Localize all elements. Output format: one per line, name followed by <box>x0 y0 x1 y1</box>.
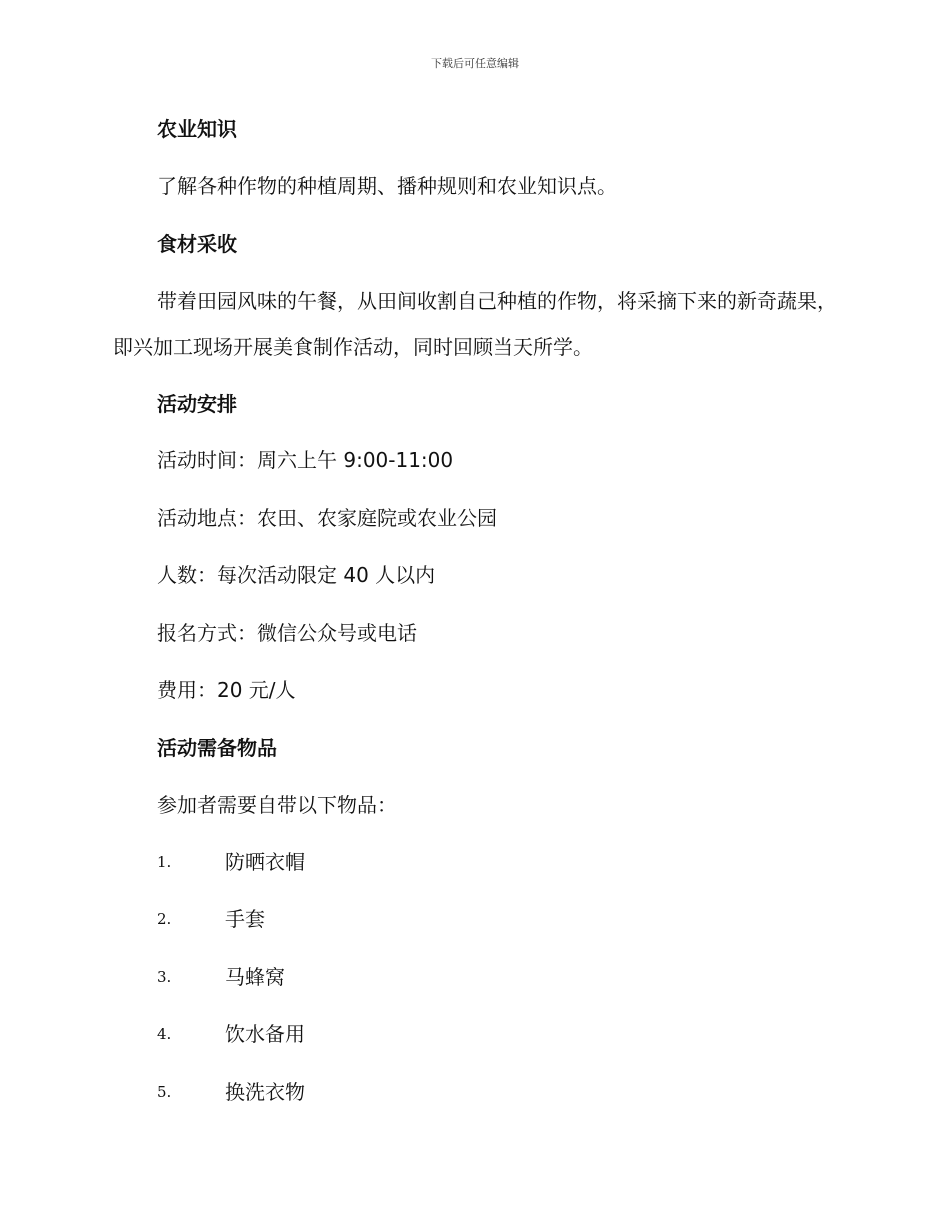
activity-people: 人数：每次活动限定 40 人以内 <box>157 563 436 587</box>
heading-items: 活动需备物品 <box>157 736 277 760</box>
list-number: 5. <box>157 1083 172 1101</box>
heading-arrangement: 活动安排 <box>157 392 237 416</box>
page-header-note: 下载后可任意编辑 <box>431 57 519 70</box>
paragraph-harvest: 带着田园风味的午餐，从田间收割自己种植的作物，将采摘下来的新奇蔬果，即兴加工现场开展美食制作活动，同时回顾当天所学。 <box>113 289 837 359</box>
list-text: 饮水备用 <box>225 1022 305 1046</box>
activity-location: 活动地点：农田、农家庭院或农业公园 <box>157 506 497 530</box>
activity-fee: 费用：20 元/人 <box>157 678 296 702</box>
heading-agri-knowledge: 农业知识 <box>157 117 237 141</box>
list-text: 手套 <box>225 907 265 931</box>
list-text: 马蜂窝 <box>225 965 285 989</box>
list-text: 换洗衣物 <box>225 1080 305 1104</box>
list-number: 2. <box>157 910 172 928</box>
list-text: 防晒衣帽 <box>225 850 305 874</box>
items-intro: 参加者需要自带以下物品： <box>157 793 397 817</box>
heading-harvest: 食材采收 <box>157 232 237 256</box>
paragraph-agri-knowledge: 了解各种作物的种植周期、播种规则和农业知识点。 <box>157 174 617 198</box>
list-number: 3. <box>157 968 172 986</box>
activity-time: 活动时间：周六上午 9:00-11:00 <box>157 448 454 472</box>
activity-signup: 报名方式：微信公众号或电话 <box>157 621 417 645</box>
list-number: 1. <box>157 853 172 871</box>
list-number: 4. <box>157 1025 172 1043</box>
